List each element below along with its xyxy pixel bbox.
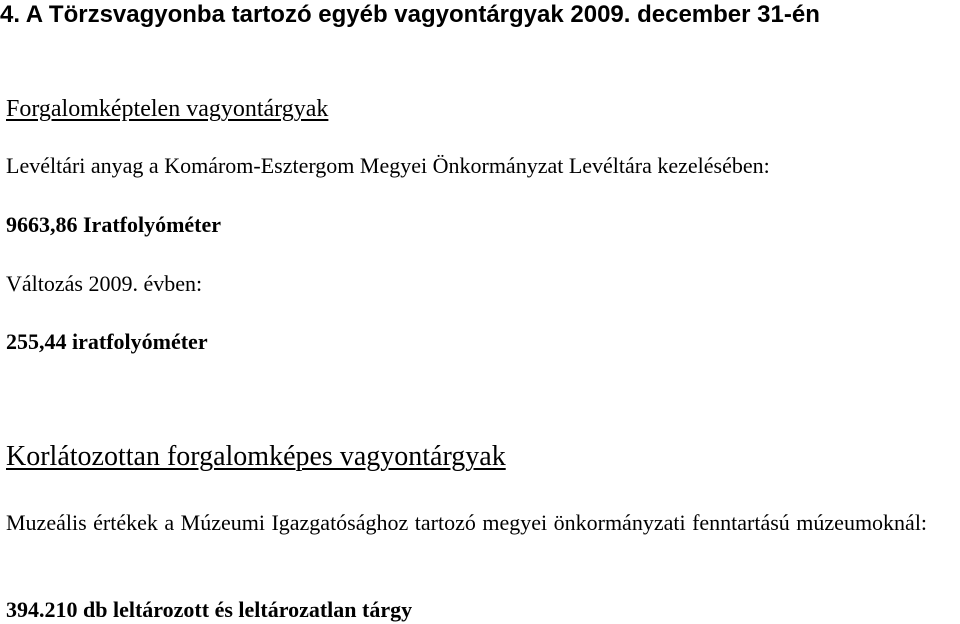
section1-change-amount: 255,44 iratfolyóméter — [6, 329, 208, 354]
document-heading: 4. A Törzsvagyonba tartozó egyéb vagyontárgyak 2009. december 31-én — [0, 1, 820, 28]
section1-description: Levéltári anyag a Komárom-Esztergom Megyei Önkormányzat Levéltára kezelésében: — [6, 153, 770, 178]
section1-amount: 9663,86 Iratfolyóméter — [6, 212, 222, 237]
section1-change-label: Változás 2009. évben: — [6, 271, 203, 296]
section-title-forgalomkeptelen: Forgalomképtelen vagyontárgyak — [6, 96, 329, 122]
section2-description: Muzeális értékek a Múzeumi Igazgatósághoz tartozó megyei önkormányzati fenntartású múzeumoknál: — [6, 510, 928, 535]
section-title-korlatozottan: Korlátozottan forgalomképes vagyontárgyak — [6, 441, 506, 472]
section2-amount: 394.210 db leltározott és leltározatlan tárgy — [6, 597, 413, 622]
